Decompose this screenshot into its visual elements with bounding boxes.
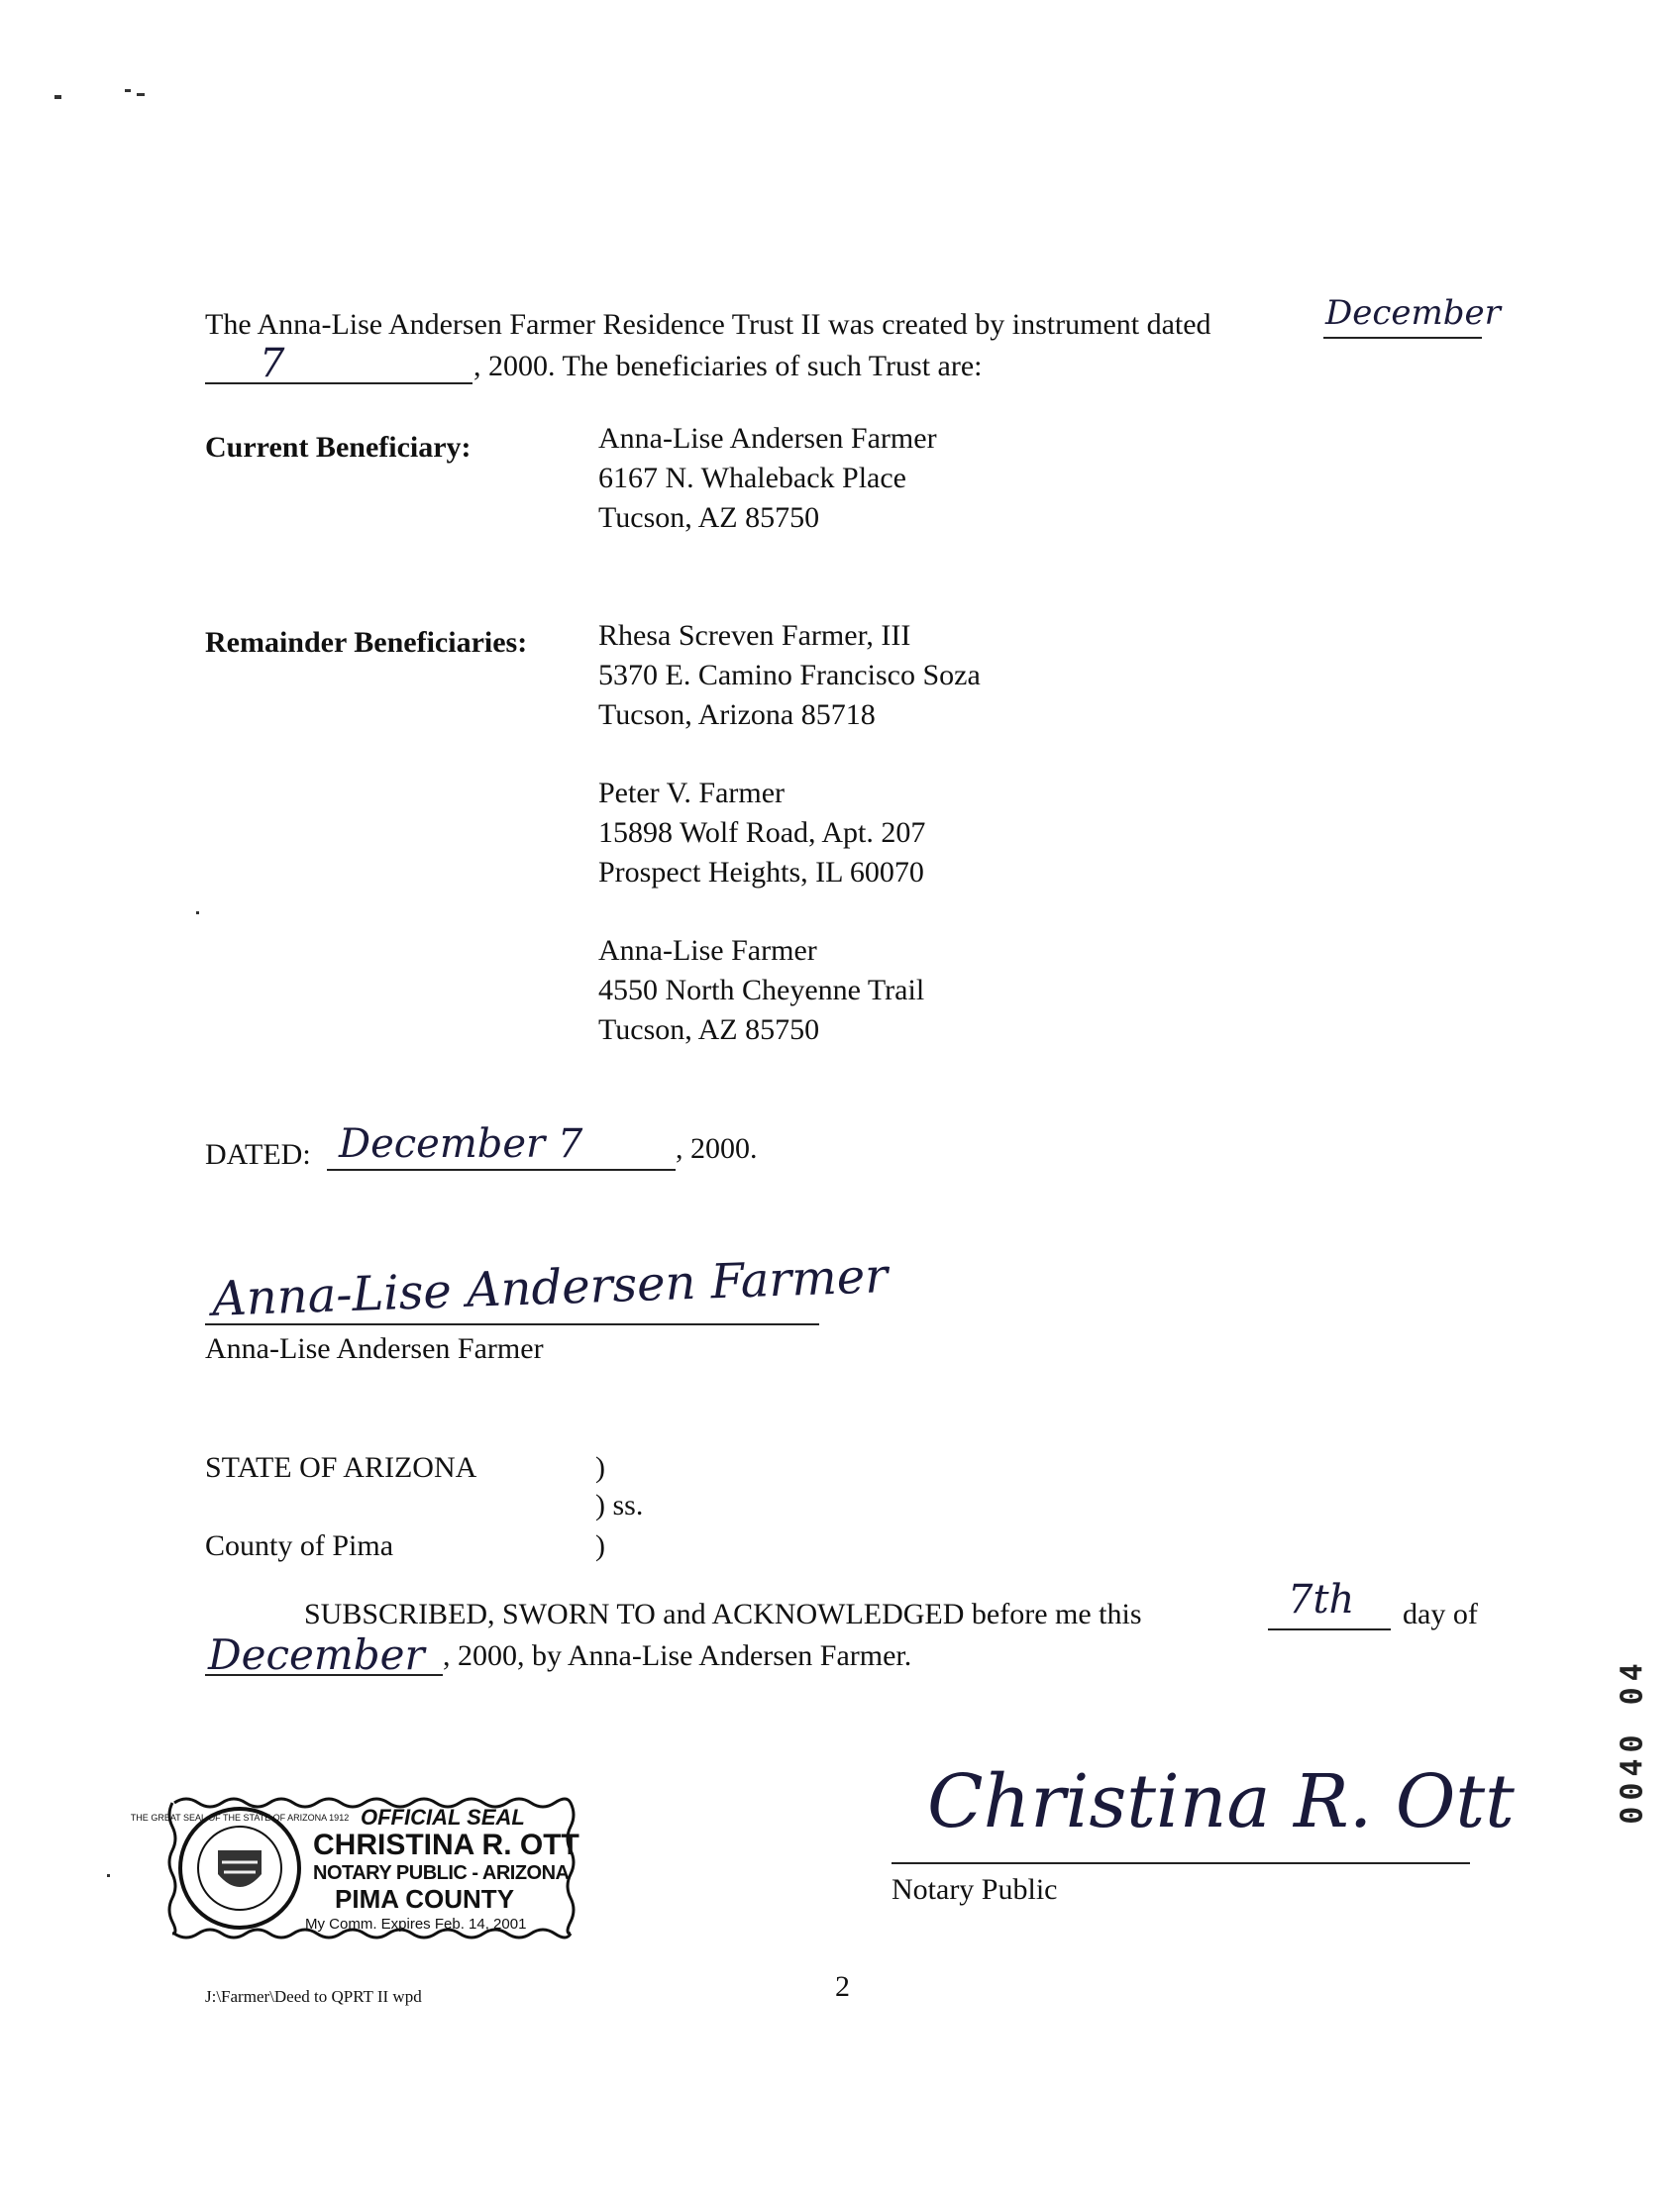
remainder-beneficiary-city: Tucson, AZ 85750: [598, 1013, 820, 1046]
grantor-signature: Anna-Lise Andersen Farmer: [211, 1248, 889, 1327]
current-beneficiary-city: Tucson, AZ 85750: [598, 501, 820, 534]
venue-paren-top: ): [595, 1451, 605, 1484]
scan-speck: [54, 95, 61, 99]
acknowledgment-text-3: , 2000, by Anna-Lise Andersen Farmer.: [443, 1639, 912, 1672]
handwritten-month: December: [1325, 293, 1501, 333]
dated-year: , 2000.: [676, 1132, 758, 1165]
venue-county: County of Pima: [205, 1529, 394, 1562]
dated-label: DATED:: [205, 1138, 311, 1171]
side-document-code: [1613, 1575, 1652, 1912]
current-beneficiary-label: Current Beneficiary:: [205, 431, 472, 464]
acknowledgment-text-1: SUBSCRIBED, SWORN TO and ACKNOWLEDGED before me this: [304, 1598, 1142, 1630]
seal-line-name: CHRISTINA R. OTT: [313, 1829, 579, 1861]
remainder-beneficiary-city: Prospect Heights, IL 60070: [598, 856, 924, 889]
venue-state: STATE OF ARIZONA: [205, 1451, 477, 1484]
handwritten-day: 7: [260, 341, 285, 386]
notary-seal-stamp: [130, 1793, 579, 1941]
scan-speck: [137, 93, 145, 96]
remainder-beneficiary-street: 4550 North Cheyenne Trail: [598, 974, 925, 1006]
side-code-text: 0040 04: [1615, 1657, 1650, 1825]
remainder-beneficiary-street: 5370 E. Camino Francisco Soza: [598, 659, 981, 691]
notary-signature: Christina R. Ott: [927, 1759, 1515, 1844]
acknowledgment-handwritten-day: 7th: [1288, 1577, 1355, 1623]
remainder-beneficiaries-label: Remainder Beneficiaries:: [205, 626, 528, 659]
scan-speck: [196, 911, 199, 914]
seal-line-official: OFFICIAL SEAL: [361, 1805, 525, 1830]
scan-speck: [107, 1874, 110, 1877]
seal-emblem-text: THE GREAT SEAL OF THE STATE OF ARIZONA 1912: [130, 1813, 350, 1823]
footer-file-path: J:\Farmer\Deed to QPRT II wpd: [205, 1987, 422, 2006]
page-number: 2: [835, 1970, 850, 2003]
current-beneficiary-name: Anna-Lise Andersen Farmer: [598, 422, 937, 455]
intro-line-1: [205, 305, 1211, 345]
remainder-beneficiary-name: Rhesa Screven Farmer, III: [598, 619, 911, 652]
acknowledgment-handwritten-month: December: [208, 1630, 425, 1679]
remainder-beneficiary-name: Anna-Lise Farmer: [598, 934, 817, 967]
intro-line-2: , 2000. The beneficiaries of such Trust are:: [473, 350, 983, 382]
seal-line-title: NOTARY PUBLIC - ARIZONA: [313, 1862, 570, 1884]
venue-paren-bottom: ): [595, 1529, 605, 1562]
venue-paren-ss: ) ss.: [595, 1489, 644, 1521]
remainder-beneficiary-name: Peter V. Farmer: [598, 777, 786, 809]
acknowledgment-text-2: day of: [1403, 1598, 1478, 1630]
remainder-beneficiary-street: 15898 Wolf Road, Apt. 207: [598, 816, 926, 849]
seal-line-county: PIMA COUNTY: [335, 1884, 515, 1914]
dated-handwritten: December 7: [339, 1121, 583, 1167]
intro-text: The Anna-Lise Andersen Farmer Residence Trust II was created by instrument dated: [205, 308, 1211, 341]
remainder-beneficiary-city: Tucson, Arizona 85718: [598, 698, 876, 731]
notary-public-label: Notary Public: [892, 1873, 1058, 1906]
scan-speck: [125, 89, 131, 92]
grantor-printed-name: Anna-Lise Andersen Farmer: [205, 1332, 544, 1365]
current-beneficiary-street: 6167 N. Whaleback Place: [598, 462, 907, 494]
seal-line-expiry: My Comm. Expires Feb. 14, 2001: [305, 1916, 527, 1933]
